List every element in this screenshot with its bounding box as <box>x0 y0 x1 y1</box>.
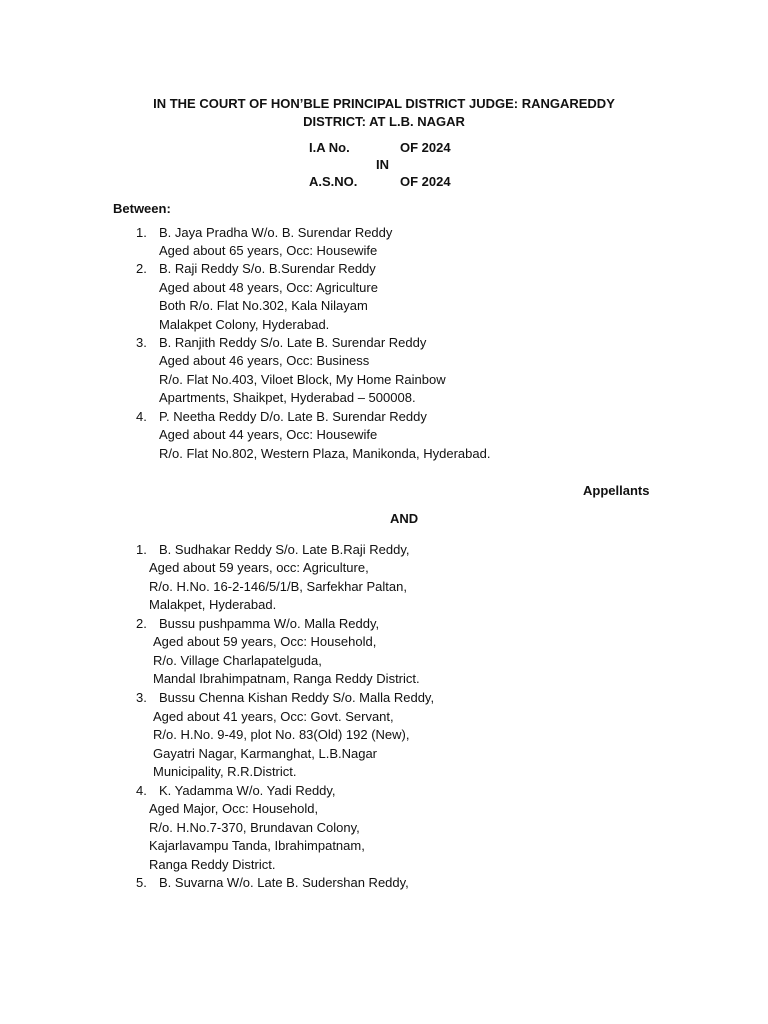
list-item-line: R/o. H.No.7-370, Brundavan Colony, <box>149 820 360 835</box>
as-year: OF 2024 <box>400 174 451 189</box>
list-item-line: B. Sudhakar Reddy S/o. Late B.Raji Reddy, <box>159 542 410 557</box>
list-item-line: Kajarlavampu Tanda, Ibrahimpatnam, <box>149 838 365 853</box>
list-item-line: R/o. H.No. 16-2-146/5/1/B, Sarfekhar Paltan, <box>149 579 407 594</box>
list-item-line: R/o. Village Charlapatelguda, <box>153 653 322 668</box>
list-item-line: B. Suvarna W/o. Late B. Sudershan Reddy, <box>159 875 409 890</box>
list-item-number: 4. <box>136 409 147 424</box>
ia-year: OF 2024 <box>400 140 451 155</box>
list-item-line: Both R/o. Flat No.302, Kala Nilayam <box>159 298 368 313</box>
list-item-line: Gayatri Nagar, Karmanghat, L.B.Nagar <box>153 746 378 761</box>
list-item-number: 3. <box>136 335 147 350</box>
as-number-label: A.S.NO. <box>309 174 358 189</box>
list-item-line: Aged about 59 years, occ: Agriculture, <box>149 560 369 575</box>
list-item-line: Malakpet Colony, Hyderabad. <box>159 317 330 332</box>
list-item-line: Apartments, Shaikpet, Hyderabad – 500008. <box>159 390 416 405</box>
in-label: IN <box>376 157 389 172</box>
list-item-line: Aged about 44 years, Occ: Housewife <box>159 427 378 442</box>
list-item-line: K. Yadamma W/o. Yadi Reddy, <box>159 783 336 798</box>
list-item-line: P. Neetha Reddy D/o. Late B. Surendar Reddy <box>159 409 427 424</box>
list-item-line: Municipality, R.R.District. <box>153 764 297 779</box>
list-item-number: 4. <box>136 783 147 798</box>
list-item-number: 1. <box>136 225 147 240</box>
list-item-line: Ranga Reddy District. <box>149 857 276 872</box>
between-label: Between: <box>113 201 171 216</box>
list-item-line: Malakpet, Hyderabad. <box>149 597 277 612</box>
list-item-line: Bussu Chenna Kishan Reddy S/o. Malla Reddy, <box>159 690 435 705</box>
court-title-line2: DISTRICT: AT L.B. NAGAR <box>303 114 465 129</box>
list-item-line: Bussu pushpamma W/o. Malla Reddy, <box>159 616 380 631</box>
list-item-line: B. Ranjith Reddy S/o. Late B. Surendar Reddy <box>159 335 427 350</box>
list-item-line: Aged about 41 years, Occ: Govt. Servant, <box>153 709 394 724</box>
list-item-number: 1. <box>136 542 147 557</box>
list-item-line: Aged about 59 years, Occ: Household, <box>153 634 377 649</box>
list-item-line: R/o. H.No. 9-49, plot No. 83(Old) 192 (New), <box>153 727 410 742</box>
list-item-line: B. Raji Reddy S/o. B.Surendar Reddy <box>159 261 376 276</box>
list-item-line: Aged about 46 years, Occ: Business <box>159 353 370 368</box>
ia-number-label: I.A No. <box>309 140 350 155</box>
and-label: AND <box>390 511 419 526</box>
list-item-number: 2. <box>136 616 147 631</box>
list-item-line: Aged about 65 years, Occ: Housewife <box>159 243 378 258</box>
list-item-line: Aged about 48 years, Occ: Agriculture <box>159 280 378 295</box>
list-item-line: R/o. Flat No.802, Western Plaza, Manikonda, Hyderabad. <box>159 446 491 461</box>
list-item-line: R/o. Flat No.403, Viloet Block, My Home Rainbow <box>159 372 446 387</box>
list-item-line: Aged Major, Occ: Household, <box>149 801 319 816</box>
appellants-label: Appellants <box>583 483 650 498</box>
list-item-line: B. Jaya Pradha W/o. B. Surendar Reddy <box>159 225 393 240</box>
list-item-number: 5. <box>136 875 147 890</box>
court-title-line1: IN THE COURT OF HON’BLE PRINCIPAL DISTRICT JUDGE: RANGAREDDY <box>153 96 615 111</box>
list-item-number: 2. <box>136 261 147 276</box>
list-item-number: 3. <box>136 690 147 705</box>
list-item-line: Mandal Ibrahimpatnam, Ranga Reddy District. <box>153 671 420 686</box>
